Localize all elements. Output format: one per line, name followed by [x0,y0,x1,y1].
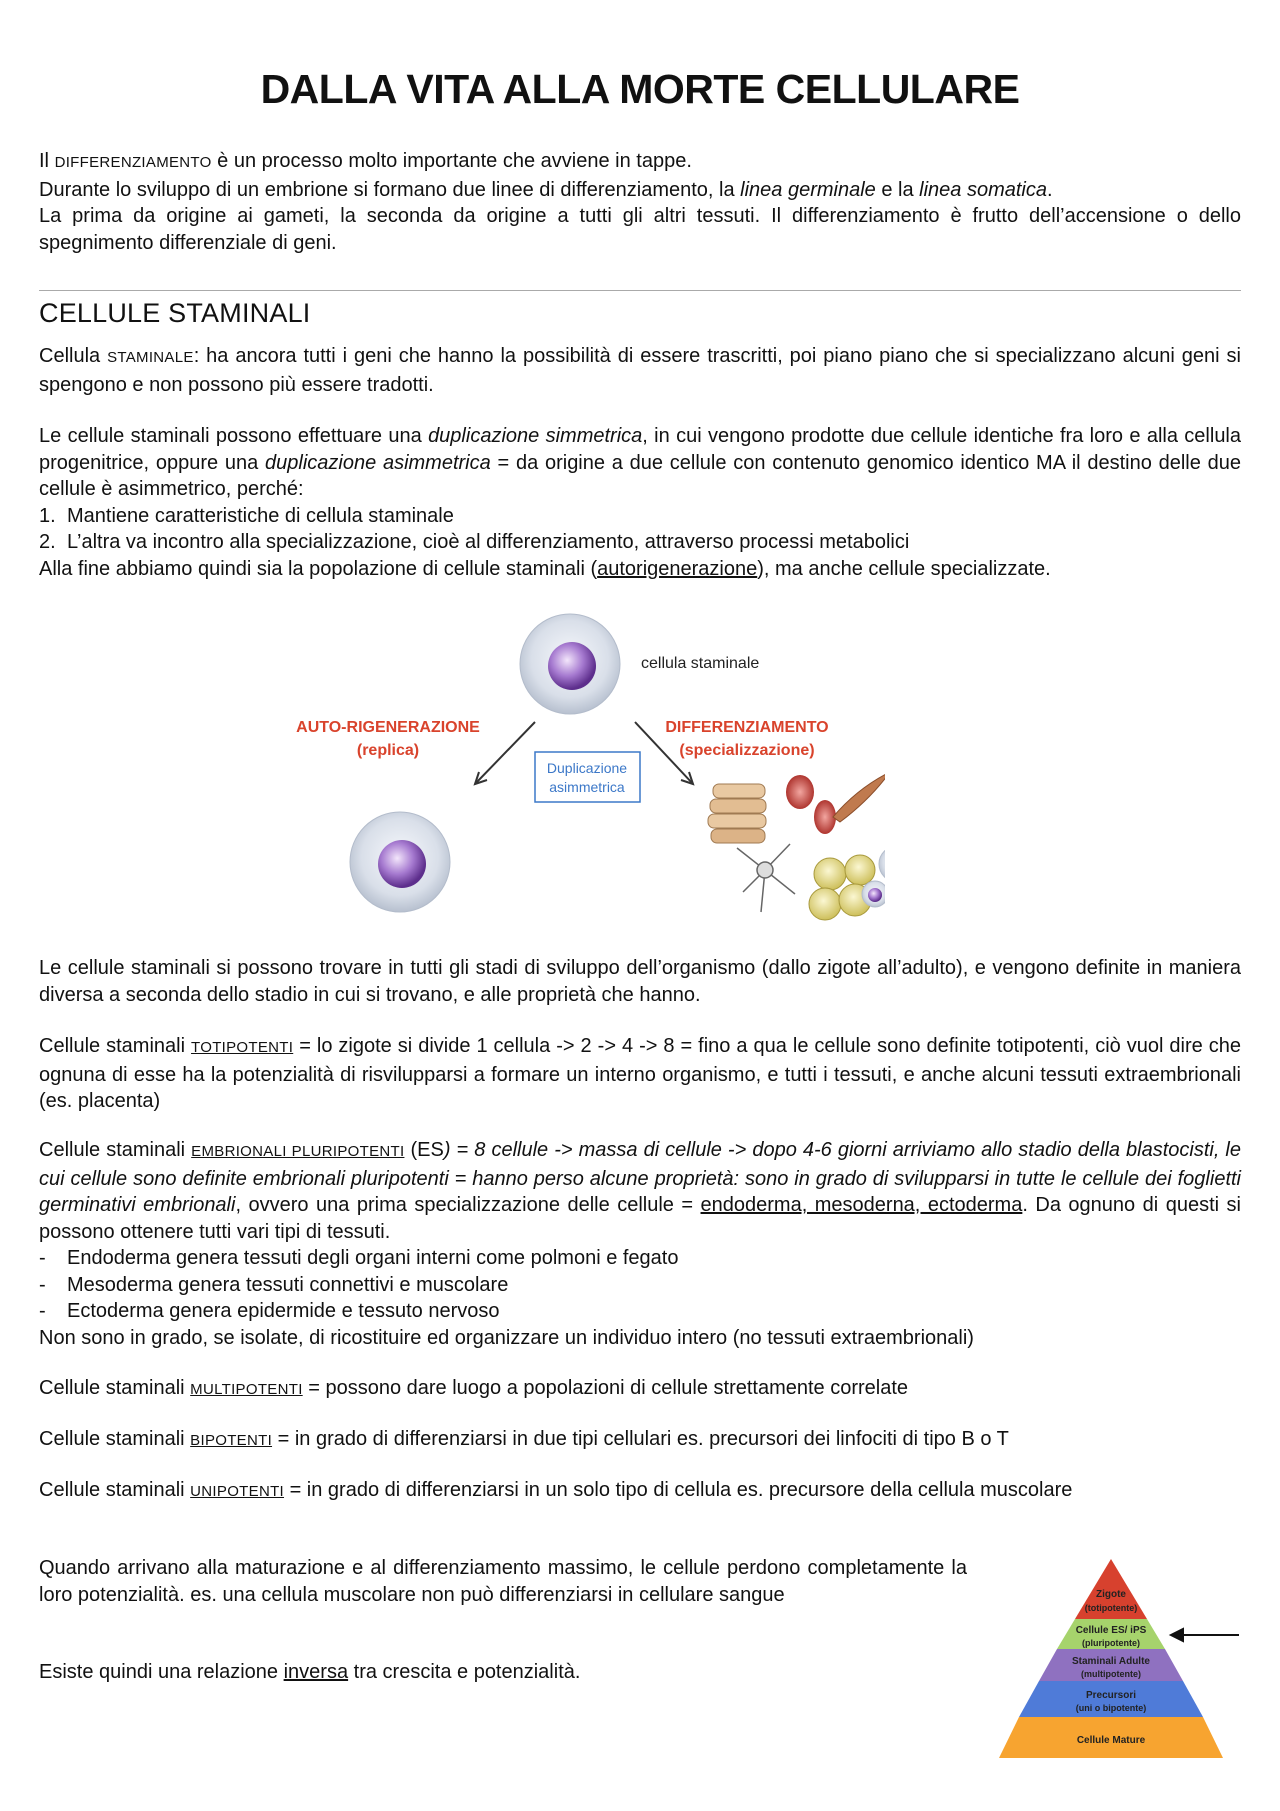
list-item: - Mesoderma genera tessuti connettivi e muscolare [39,1273,509,1296]
term-multipotenti: MULTIPOTENTI [190,1381,303,1398]
term-totipotenti: TOTIPOTENTI [191,1039,294,1056]
pyramid-label-staminali-adulte: Staminali Adulte [1072,1656,1150,1667]
foglietti-list [39,1245,1241,1325]
term-differenziamento: DIFFERENZIAMENTO [54,154,212,171]
pyramid-label-cellule-mature: Cellule Mature [1076,1735,1146,1746]
page-title: DALLA VITA ALLA MORTE CELLULARE [260,66,1020,112]
pyramid-label-pluripotente: (pluripotente) [1082,1638,1140,1648]
muscle-tissue [708,784,766,843]
specializzazione-label: (specializzazione) [679,742,815,759]
paragraph-maturazione: Quando arrivano alla maturazione e al differenziamento massimo, le cellule perdono completamente la loro potenzialità. es. una cellula muscolare non può differenziarsi in cellulare sangue [39,1557,967,1606]
differenziamento-label: DIFFERENZIAMENTO [665,719,829,736]
replica-label: (replica) [356,742,420,759]
stem-cell-top [520,614,620,714]
list-item: - Ectoderma genera epidermide e tessuto nervoso [39,1300,500,1322]
arrow-left [475,722,535,784]
potency-pyramid [985,1553,1245,1783]
pyramid-label-es-ips: Cellule ES/ iPS [1075,1625,1147,1636]
pyramid-label-uni-bipotente: (uni o bipotente) [1075,1703,1147,1713]
stem-cell-diagram [285,612,885,937]
pyramid-label-zigote: Zigote [1096,1589,1126,1600]
intro-line1: Il DIFFERENZIAMENTO è un processo molto importante che avviene in tappe. [39,150,692,172]
paragraph-totipotenti: Cellule staminali TOTIPOTENTI = lo zigote si divide 1 cellula -> 2 -> 4 -> 8 = fino a qua le cellule sono definite totipotenti, ciò vuol dire che ognuna di esse ha la potenzialità di risvilupparsi a formare un interno organismo, e tutti i tessuti, e anche alcuni tessuti extraembrionali (es. placenta) [39,1035,1241,1112]
fibroblast-cell [833,772,885,822]
paragraph-stadi: Le cellule staminali si possono trovare in tutti gli stadi di sviluppo dell’organismo (dallo zigote all’adulto), e vengono definite in maniera diversa a seconda dello stadio in cui si trovano, e alle proprietà che hanno. [39,957,1241,1006]
pyramid-label-multipotente: (multipotente) [1081,1669,1141,1679]
intro-line2: Durante lo sviluppo di un embrione si formano due linee di differenziamento, la linea germinale e la linea somatica. [39,178,1053,201]
intro-line3: La prima da origine ai gameti, la seconda da origine a tutti gli altri tessuti. Il differenziamento è frutto dell’accensione o dello spegnimento differenziale di geni. [39,205,1241,254]
paragraph-pluripotenti: Cellule staminali EMBRIONALI PLURIPOTENTI (ES) = 8 cellule -> massa di cellule -> dopo 4-6 giorni arriviamo allo stadio della blastocisti, le cui cellule sono definite embrionali pluripotenti = hanno perso alcune proprietà: sono in grado di svilupparsi in tutte le cellule dei foglietti germinativi embrionali, ovvero una prima specializzazione delle cellule = endoderma, mesoderna, ectoderma. Da ognuno di questi si possono ottenere tutti vari tipi di tessuti. - Endoderma genera tessuti degli organi interni come polmoni e fegato - Mesoderma genera tessuti connettivi e muscolare - Ectoderma genera epidermide e tessuto nervoso Non sono in grado, se isolate, di ricostituire ed organizzare un individuo intero (no tessuti extraembrionali) [39,1139,1241,1349]
list-item: 2. L’altra va incontro alla specializzazione, cioè al differenziamento, attraverso processi metabolici [39,531,910,553]
paragraph-unipotenti: Cellule staminali UNIPOTENTI = in grado di differenziarsi in un solo tipo di cellula es. precursore della cellula muscolare [39,1479,1073,1501]
stem-cell-label: cellula staminale [641,655,760,672]
paragraph-staminale: Cellula STAMINALE: ha ancora tutti i geni che hanno la possibilità di essere trascritti, poi piano piano che si specializzano alcuni geni si spengono e non possono più essere tradotti. [39,345,1241,396]
term-unipotenti: UNIPOTENTI [190,1483,285,1500]
list-item: - Endoderma genera tessuti degli organi interni come polmoni e fegato [39,1247,679,1269]
list-item: 1. Mantiene caratteristiche di cellula staminale [39,504,454,527]
paragraph-multipotenti: Cellule staminali MULTIPOTENTI = possono dare luogo a popolazioni di cellule strettamente correlate [39,1377,909,1399]
term-pluripotenti: EMBRIONALI PLURIPOTENTI [191,1143,405,1160]
auto-rigenerazione-label: AUTO-RIGENERAZIONE [296,719,480,736]
red-blood-cells [786,775,836,834]
section-title: CELLULE STAMINALI [39,298,311,328]
neuron-cell [737,844,795,912]
term-staminale: STAMINALE [107,349,194,366]
pyramid-label-precursori: Precursori [1085,1690,1137,1701]
pointer-arrow [1171,1629,1239,1641]
section-divider [39,290,1241,291]
paragraph-bipotenti: Cellule staminali BIPOTENTI = in grado di differenziarsi in due tipi cellulari es. precursori dei linfociti di tipo B o T [39,1428,1009,1450]
stem-cell-bottom [350,812,450,912]
paragraph-relazione: Esiste quindi una relazione inversa tra crescita e potenzialità. [39,1661,581,1683]
box-line2: asimmetrica [549,779,625,795]
paragraph-duplicazione: Le cellule staminali possono effettuare una duplicazione simmetrica, in cui vengono prodotte due cellule identiche fra loro e alla cellula progenitrice, oppure una duplicazione asimmetrica = da origine a due cellule con contenuto genomico identico MA il destino delle due cellule è asimmetrico, perché: 1. Mantiene caratteristiche di cellula staminale 2. L’altra va incontro alla specializzazione, cioè al differenziamento, attraverso processi metabolici Alla fine abbiamo quindi sia la popolazione di cellule staminali (autorigenerazione), ma anche cellule specializzate. [39,425,1242,580]
duplicazione-list [39,503,1241,556]
intro-paragraph [39,148,1241,256]
pyramid-label-totipotente: (totipotente) [1084,1603,1138,1613]
term-bipotenti: BIPOTENTI [190,1432,273,1449]
box-line1: Duplicazione [546,760,628,776]
